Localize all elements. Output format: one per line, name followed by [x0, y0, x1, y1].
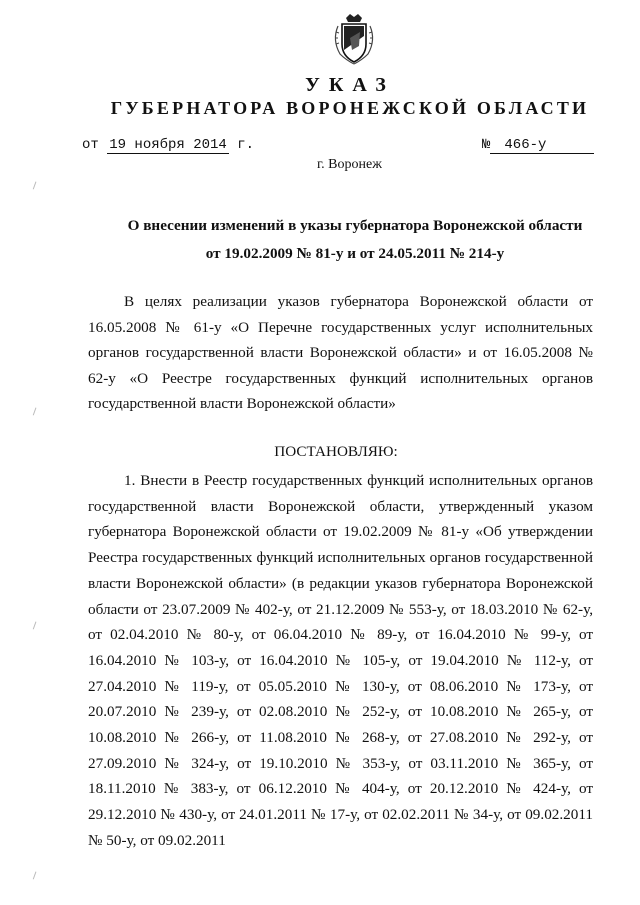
number-value: 466-у — [490, 137, 594, 154]
number-prefix: № — [482, 137, 491, 153]
date-suffix: г. — [237, 137, 255, 153]
document-type-title: УКАЗ — [305, 74, 395, 96]
document-number — [482, 137, 594, 154]
date-prefix: от — [82, 137, 99, 153]
subject-line-2: от 19.02.2009 № 81-у и от 24.05.2011 № 214-у — [205, 245, 505, 262]
issuer-title: ГУБЕРНАТОРА ВОРОНЕЖСКОЙ ОБЛАСТИ — [110, 98, 590, 118]
clause-1-text: 1. Внести в Реестр государственных функций исполнительных органов государственной власти Воронежской области, утвержденный указом губернатора Воронежской области от 19.02.2009 № 81-у «Об утверждении Реестра государственных функций исполнительных органов государственной власти Воронежской области» (в редакции указов губернатора Воронежской области от 23.07.2009 № 402-у, от 21.12.2009 № 553-у, от 18.03.2010 № 62-у, от 02.04.2010 № 80-у, от 06.04.2010 № 89-у, от 16.04.2010 № 99-у, от 16.04.2010 № 103-у, от 16.04.2010 № 105-у, от 19.04.2010 № 112-у, от 27.04.2010 № 119-у, от 05.05.2010 № 130-у, от 08.06.2010 № 173-у, от 20.07.2010 № 239-у, от 02.08.2010 № 252-у, от 10.08.2010 № 265-у, от 10.08.2010 № 266-у, от 11.08.2010 № 268-у, от 27.08.2010 № 292-у, от 27.09.2010 № 324-у, от 19.10.2010 № 353-у, от 03.11.2010 № 365-у, от 18.11.2010 № 383-у, от 06.12.2010 № 404-у, от 20.12.2010 № 424-у, от 29.12.2010 № 430-у, от 24.01.2011 № 17-у, от 02.02.2011 № 34-у, от 09.02.2011 № 50-у, от 09.02.2011 — [88, 472, 593, 849]
margin-mark — [33, 182, 39, 191]
coat-of-arms-emblem — [326, 10, 382, 66]
document-subject — [60, 212, 640, 268]
date-value: 19 ноября 2014 — [109, 137, 227, 153]
document-date — [82, 137, 254, 153]
resolution-heading: ПОСТАНОВЛЯЮ: — [274, 443, 398, 460]
margin-mark — [33, 872, 39, 881]
preamble — [88, 289, 593, 417]
city-name: г. Воронеж — [317, 157, 382, 172]
preamble-text: В целях реализации указов губернатора Воронежской области от 16.05.2008 № 61-у «О Перечне государственных услуг исполнительных органов государственной власти Воронежской области» и от 16.05.2008 № 62-у «О Реестре государственных функций исполнительных органов государственной власти Воронежской области» — [88, 293, 593, 413]
margin-mark — [33, 622, 39, 631]
clause-1 — [88, 468, 593, 854]
margin-mark — [33, 408, 39, 417]
subject-line-1: О внесении изменений в указы губернатора Воронежской области — [127, 217, 583, 234]
